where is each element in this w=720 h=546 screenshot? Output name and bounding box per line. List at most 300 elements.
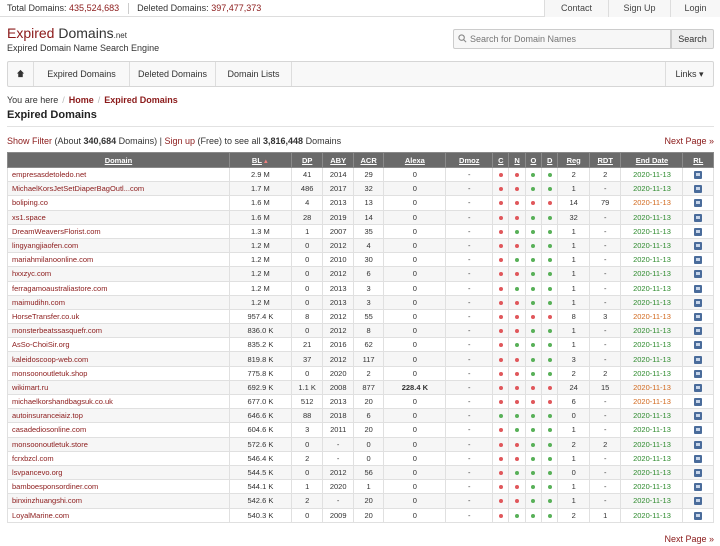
available-dot-icon[interactable]: [531, 187, 535, 191]
available-dot-icon[interactable]: [548, 173, 552, 177]
title-divider: [7, 126, 714, 127]
dmoz-cell: -: [446, 210, 493, 224]
alexa-cell: 0: [384, 480, 446, 494]
taken-dot-icon[interactable]: [515, 301, 519, 305]
aby-cell: 2008: [323, 380, 353, 394]
status-c-cell: [493, 494, 509, 508]
available-dot-icon[interactable]: [531, 244, 535, 248]
available-dot-icon[interactable]: [548, 443, 552, 447]
dp-cell: 1: [291, 480, 323, 494]
available-dot-icon[interactable]: [531, 471, 535, 475]
breadcrumb-home[interactable]: Home: [68, 95, 94, 105]
col-acr[interactable]: ACR: [353, 153, 383, 168]
domain-link[interactable]: hxxzyc.com: [12, 269, 52, 279]
related-list-icon[interactable]: [694, 441, 702, 449]
domain-link[interactable]: monsterbeatssasquefr.com: [12, 326, 103, 336]
domain-link[interactable]: wikimart.ru: [12, 382, 49, 392]
col-c[interactable]: C: [493, 153, 509, 168]
available-dot-icon[interactable]: [531, 173, 535, 177]
status-d-cell: [542, 480, 558, 494]
status-d-cell: [542, 451, 558, 465]
alexa-cell: 0: [384, 295, 446, 309]
dmoz-cell: -: [446, 238, 493, 252]
acr-cell: 35: [353, 224, 383, 238]
home-nav-button[interactable]: [8, 62, 34, 86]
available-dot-icon[interactable]: [515, 471, 519, 475]
related-list-icon[interactable]: [694, 370, 702, 378]
related-list-icon[interactable]: [694, 214, 702, 222]
col-o[interactable]: O: [525, 153, 541, 168]
taken-dot-icon[interactable]: [499, 485, 503, 489]
dp-cell: 0: [291, 366, 323, 380]
end-date-cell: 2020-11-13: [621, 380, 683, 394]
taken-dot-icon[interactable]: [499, 187, 503, 191]
domain-link[interactable]: ferragamoaustraliastore.com: [12, 283, 108, 293]
bl-cell: 1.7 M: [229, 182, 291, 196]
status-d-cell: [542, 395, 558, 409]
available-dot-icon[interactable]: [531, 457, 535, 461]
dp-cell: 486: [291, 182, 323, 196]
col-d[interactable]: D: [542, 153, 558, 168]
taken-dot-icon[interactable]: [499, 443, 503, 447]
dmoz-cell: -: [446, 281, 493, 295]
contact-link[interactable]: Contact: [544, 0, 608, 17]
status-c-cell: [493, 238, 509, 252]
acr-cell: 14: [353, 210, 383, 224]
nav-deleted-domains[interactable]: Deleted Domains: [130, 62, 216, 86]
status-o-cell: [525, 309, 541, 323]
taken-dot-icon[interactable]: [499, 287, 503, 291]
domain-link[interactable]: HorseTransfer.co.uk: [12, 311, 80, 321]
related-list-icon[interactable]: [694, 512, 702, 520]
end-date-cell: 2020-11-13: [621, 168, 683, 182]
aby-cell: 2010: [323, 253, 353, 267]
dmoz-cell: -: [446, 267, 493, 281]
end-date-cell: 2020-11-13: [621, 366, 683, 380]
domain-link[interactable]: LoyalMarine.com: [12, 510, 70, 520]
dmoz-cell: -: [446, 480, 493, 494]
available-dot-icon[interactable]: [531, 343, 535, 347]
status-d-cell: [542, 295, 558, 309]
taken-dot-icon[interactable]: [499, 514, 503, 518]
related-list-icon[interactable]: [694, 455, 702, 463]
status-n-cell: [509, 267, 525, 281]
available-dot-icon[interactable]: [548, 216, 552, 220]
dmoz-cell: -: [446, 423, 493, 437]
show-filter-link[interactable]: Show Filter: [7, 136, 53, 146]
taken-dot-icon[interactable]: [515, 400, 519, 404]
available-dot-icon[interactable]: [548, 301, 552, 305]
status-o-cell: [525, 465, 541, 479]
available-dot-icon[interactable]: [548, 343, 552, 347]
available-dot-icon[interactable]: [515, 258, 519, 262]
available-dot-icon[interactable]: [548, 272, 552, 276]
acr-cell: 20: [353, 395, 383, 409]
related-list-icon[interactable]: [694, 185, 702, 193]
taken-dot-icon[interactable]: [499, 258, 503, 262]
available-dot-icon[interactable]: [531, 301, 535, 305]
taken-dot-icon[interactable]: [515, 315, 519, 319]
aby-cell: 2007: [323, 224, 353, 238]
rl-cell: [683, 451, 714, 465]
taken-dot-icon[interactable]: [531, 201, 535, 205]
alexa-cell: 0: [384, 465, 446, 479]
domain-cell: [8, 508, 230, 522]
status-d-cell: [542, 508, 558, 522]
filter-about-suffix: Domains) |: [116, 136, 165, 146]
next-page-link-top[interactable]: Next Page »: [664, 136, 714, 146]
dmoz-cell: -: [446, 338, 493, 352]
taken-dot-icon[interactable]: [515, 386, 519, 390]
taken-dot-icon[interactable]: [499, 315, 503, 319]
taken-dot-icon[interactable]: [499, 329, 503, 333]
end-date-cell: 2020-11-13: [621, 409, 683, 423]
available-dot-icon[interactable]: [531, 287, 535, 291]
col-dp[interactable]: DP: [291, 153, 323, 168]
domain-link[interactable]: kaleidoscoop-web.com: [12, 354, 89, 364]
available-dot-icon[interactable]: [531, 258, 535, 262]
domain-link[interactable]: fcrxbzcl.com: [12, 453, 54, 463]
related-list-icon[interactable]: [694, 242, 702, 250]
rdt-cell: -: [589, 224, 621, 238]
taken-dot-icon[interactable]: [548, 315, 552, 319]
bl-cell: 1.2 M: [229, 267, 291, 281]
taken-dot-icon[interactable]: [515, 485, 519, 489]
alexa-cell: 0: [384, 224, 446, 238]
acr-cell: 62: [353, 338, 383, 352]
status-c-cell: [493, 281, 509, 295]
status-o-cell: [525, 182, 541, 196]
dp-cell: 1: [291, 224, 323, 238]
bl-cell: 1.2 M: [229, 253, 291, 267]
domain-link[interactable]: DreamWeaversFlorist.com: [12, 226, 101, 236]
domain-stats: [7, 3, 261, 14]
alexa-cell: 0: [384, 324, 446, 338]
available-dot-icon[interactable]: [548, 187, 552, 191]
domain-link[interactable]: monsoonoutletuk.store: [12, 439, 88, 449]
taken-dot-icon[interactable]: [499, 358, 503, 362]
reg-cell: 1: [558, 423, 590, 437]
taken-dot-icon[interactable]: [515, 272, 519, 276]
available-dot-icon[interactable]: [548, 258, 552, 262]
col-alexa[interactable]: Alexa: [384, 153, 446, 168]
nav-expired-domains[interactable]: Expired Domains: [34, 62, 130, 86]
available-dot-icon[interactable]: [531, 216, 535, 220]
rdt-cell: 2: [589, 366, 621, 380]
status-n-cell: [509, 380, 525, 394]
col-reg[interactable]: Reg: [558, 153, 590, 168]
status-c-cell: [493, 324, 509, 338]
related-list-icon[interactable]: [694, 199, 702, 207]
available-dot-icon[interactable]: [515, 343, 519, 347]
available-dot-icon[interactable]: [548, 499, 552, 503]
reg-cell: 3: [558, 352, 590, 366]
reg-cell: 2: [558, 366, 590, 380]
col-bl[interactable]: BL▲: [229, 153, 291, 168]
available-dot-icon[interactable]: [531, 485, 535, 489]
table-row: [8, 267, 714, 281]
available-dot-icon[interactable]: [548, 471, 552, 475]
search-input[interactable]: [453, 29, 671, 49]
taken-dot-icon[interactable]: [499, 457, 503, 461]
related-list-icon[interactable]: [694, 327, 702, 335]
domain-link[interactable]: MichaelKorsJetSetDiaperBagOutl...com: [12, 184, 145, 194]
available-dot-icon[interactable]: [548, 485, 552, 489]
related-list-icon[interactable]: [694, 299, 702, 307]
acr-cell: 1: [353, 480, 383, 494]
domain-link[interactable]: bamboesponsordiner.com: [12, 482, 99, 492]
available-dot-icon[interactable]: [515, 428, 519, 432]
available-dot-icon[interactable]: [531, 272, 535, 276]
domain-cell: [8, 423, 230, 437]
login-link[interactable]: Login: [670, 0, 720, 17]
related-list-icon[interactable]: [694, 285, 702, 293]
col-domain[interactable]: Domain: [8, 153, 230, 168]
col-dmoz[interactable]: Dmoz: [446, 153, 493, 168]
available-dot-icon[interactable]: [531, 230, 535, 234]
domain-link[interactable]: casadediosonline.com: [12, 425, 87, 435]
taken-dot-icon[interactable]: [499, 400, 503, 404]
taken-dot-icon[interactable]: [499, 301, 503, 305]
related-list-icon[interactable]: [694, 256, 702, 264]
sign-up-link[interactable]: Sign Up: [608, 0, 670, 17]
status-n-cell: [509, 423, 525, 437]
status-o-cell: [525, 480, 541, 494]
taken-dot-icon[interactable]: [515, 173, 519, 177]
domain-link[interactable]: monsoonoutletuk.shop: [12, 368, 88, 378]
available-dot-icon[interactable]: [515, 287, 519, 291]
col-rl[interactable]: RL: [683, 153, 714, 168]
taken-dot-icon[interactable]: [499, 372, 503, 376]
table-row: [8, 465, 714, 479]
available-dot-icon[interactable]: [531, 428, 535, 432]
sign-up-filter-link[interactable]: Sign up: [164, 136, 195, 146]
available-dot-icon[interactable]: [531, 372, 535, 376]
taken-dot-icon[interactable]: [548, 201, 552, 205]
dp-cell: 0: [291, 324, 323, 338]
breadcrumb-prefix: You are here: [7, 95, 59, 105]
dmoz-cell: -: [446, 309, 493, 323]
acr-cell: 55: [353, 309, 383, 323]
taken-dot-icon[interactable]: [499, 230, 503, 234]
rl-cell: [683, 395, 714, 409]
available-dot-icon[interactable]: [548, 372, 552, 376]
bl-cell: 1.2 M: [229, 238, 291, 252]
available-dot-icon[interactable]: [548, 230, 552, 234]
bl-cell: 835.2 K: [229, 338, 291, 352]
status-o-cell: [525, 267, 541, 281]
taken-dot-icon[interactable]: [499, 428, 503, 432]
stats-divider: [128, 3, 129, 14]
available-dot-icon[interactable]: [548, 287, 552, 291]
domain-cell: [8, 465, 230, 479]
status-o-cell: [525, 380, 541, 394]
acr-cell: 20: [353, 508, 383, 522]
related-list-icon[interactable]: [694, 426, 702, 434]
available-dot-icon[interactable]: [548, 244, 552, 248]
status-n-cell: [509, 324, 525, 338]
domain-link[interactable]: michaelkorshandbagsuk.co.uk: [12, 397, 113, 407]
related-list-icon[interactable]: [694, 497, 702, 505]
available-dot-icon[interactable]: [531, 329, 535, 333]
breadcrumb-current[interactable]: Expired Domains: [104, 95, 178, 105]
available-dot-icon[interactable]: [548, 358, 552, 362]
taken-dot-icon[interactable]: [499, 173, 503, 177]
available-dot-icon[interactable]: [515, 514, 519, 518]
filter-free-suffix: Domains: [303, 136, 342, 146]
taken-dot-icon[interactable]: [499, 499, 503, 503]
status-c-cell: [493, 168, 509, 182]
related-list-icon[interactable]: [694, 313, 702, 321]
related-list-icon[interactable]: [694, 412, 702, 420]
next-page-link-bottom[interactable]: Next Page »: [664, 534, 714, 544]
taken-dot-icon[interactable]: [499, 272, 503, 276]
related-list-icon[interactable]: [694, 341, 702, 349]
nav-domain-lists[interactable]: Domain Lists: [216, 62, 292, 86]
domain-link[interactable]: xs1.space: [12, 212, 46, 222]
related-list-icon[interactable]: [694, 398, 702, 406]
acr-cell: 0: [353, 451, 383, 465]
rdt-cell: -: [589, 451, 621, 465]
status-d-cell: [542, 238, 558, 252]
related-list-icon[interactable]: [694, 270, 702, 278]
taken-dot-icon[interactable]: [499, 343, 503, 347]
reg-cell: 0: [558, 465, 590, 479]
available-dot-icon[interactable]: [548, 414, 552, 418]
taken-dot-icon[interactable]: [499, 216, 503, 220]
domain-link[interactable]: maimudihn.com: [12, 297, 65, 307]
taken-dot-icon[interactable]: [515, 187, 519, 191]
breadcrumb: [7, 95, 178, 105]
table-row: [8, 210, 714, 224]
taken-dot-icon[interactable]: [515, 201, 519, 205]
filter-line: [7, 136, 341, 146]
taken-dot-icon[interactable]: [499, 471, 503, 475]
bl-cell: 677.0 K: [229, 395, 291, 409]
links-dropdown[interactable]: Links ▾: [665, 62, 713, 86]
aby-cell: 2018: [323, 409, 353, 423]
taken-dot-icon[interactable]: [531, 315, 535, 319]
available-dot-icon[interactable]: [515, 414, 519, 418]
acr-cell: 20: [353, 494, 383, 508]
acr-cell: 117: [353, 352, 383, 366]
domain-link[interactable]: empresasdetoledo.net: [12, 170, 87, 180]
status-o-cell: [525, 409, 541, 423]
related-list-icon[interactable]: [694, 356, 702, 364]
taken-dot-icon[interactable]: [515, 443, 519, 447]
taken-dot-icon[interactable]: [531, 386, 535, 390]
domain-link[interactable]: lsvpancevo.org: [12, 468, 63, 478]
taken-dot-icon[interactable]: [531, 400, 535, 404]
bl-cell: 572.6 K: [229, 437, 291, 451]
reg-cell: 2: [558, 168, 590, 182]
domain-link[interactable]: AsSo-ChoiSir.org: [12, 340, 70, 350]
taken-dot-icon[interactable]: [499, 386, 503, 390]
taken-dot-icon[interactable]: [515, 372, 519, 376]
col-rdt[interactable]: RDT: [589, 153, 621, 168]
rdt-cell: 2: [589, 168, 621, 182]
taken-dot-icon[interactable]: [548, 386, 552, 390]
available-dot-icon[interactable]: [499, 414, 503, 418]
status-o-cell: [525, 281, 541, 295]
available-dot-icon[interactable]: [531, 499, 535, 503]
dmoz-cell: -: [446, 508, 493, 522]
available-dot-icon[interactable]: [548, 514, 552, 518]
acr-cell: 0: [353, 437, 383, 451]
available-dot-icon[interactable]: [515, 230, 519, 234]
taken-dot-icon[interactable]: [548, 400, 552, 404]
search-button[interactable]: Search: [671, 29, 714, 49]
taken-dot-icon[interactable]: [515, 216, 519, 220]
site-logo[interactable]: [7, 25, 127, 41]
domain-link[interactable]: mariahmilanoonline.com: [12, 255, 94, 265]
taken-dot-icon[interactable]: [499, 244, 503, 248]
bl-cell: 542.6 K: [229, 494, 291, 508]
taken-dot-icon[interactable]: [515, 457, 519, 461]
related-list-icon[interactable]: [694, 483, 702, 491]
domain-link[interactable]: autoinsuranceiaiz.top: [12, 411, 83, 421]
status-n-cell: [509, 451, 525, 465]
col-end-date[interactable]: End Date: [621, 153, 683, 168]
status-n-cell: [509, 480, 525, 494]
status-o-cell: [525, 253, 541, 267]
domain-link[interactable]: lingyangjiaofen.com: [12, 241, 79, 251]
status-o-cell: [525, 352, 541, 366]
available-dot-icon[interactable]: [548, 457, 552, 461]
related-list-icon[interactable]: [694, 228, 702, 236]
table-row: [8, 395, 714, 409]
logo-domains: Domains: [54, 25, 114, 41]
dp-cell: 2: [291, 451, 323, 465]
related-list-icon[interactable]: [694, 469, 702, 477]
reg-cell: 1: [558, 238, 590, 252]
dp-cell: 8: [291, 309, 323, 323]
status-o-cell: [525, 210, 541, 224]
domain-link[interactable]: binxinzhuangshi.com: [12, 496, 83, 506]
related-list-icon[interactable]: [694, 384, 702, 392]
rdt-cell: -: [589, 210, 621, 224]
taken-dot-icon[interactable]: [499, 201, 503, 205]
taken-dot-icon[interactable]: [515, 499, 519, 503]
domain-link[interactable]: boliping.co: [12, 198, 48, 208]
available-dot-icon[interactable]: [531, 414, 535, 418]
col-n[interactable]: N: [509, 153, 525, 168]
taken-dot-icon[interactable]: [515, 358, 519, 362]
dp-cell: 4: [291, 196, 323, 210]
available-dot-icon[interactable]: [531, 443, 535, 447]
dmoz-cell: -: [446, 168, 493, 182]
reg-cell: 1: [558, 224, 590, 238]
domain-cell: [8, 494, 230, 508]
table-row: [8, 380, 714, 394]
acr-cell: 4: [353, 238, 383, 252]
table-row: [8, 480, 714, 494]
available-dot-icon[interactable]: [548, 428, 552, 432]
dp-cell: 3: [291, 423, 323, 437]
available-dot-icon[interactable]: [548, 329, 552, 333]
available-dot-icon[interactable]: [531, 514, 535, 518]
bl-cell: 544.1 K: [229, 480, 291, 494]
bl-cell: 1.6 M: [229, 210, 291, 224]
status-o-cell: [525, 238, 541, 252]
taken-dot-icon[interactable]: [515, 329, 519, 333]
domain-cell: [8, 196, 230, 210]
status-n-cell: [509, 352, 525, 366]
taken-dot-icon[interactable]: [515, 244, 519, 248]
available-dot-icon[interactable]: [531, 358, 535, 362]
related-list-icon[interactable]: [694, 171, 702, 179]
col-aby[interactable]: ABY: [323, 153, 353, 168]
